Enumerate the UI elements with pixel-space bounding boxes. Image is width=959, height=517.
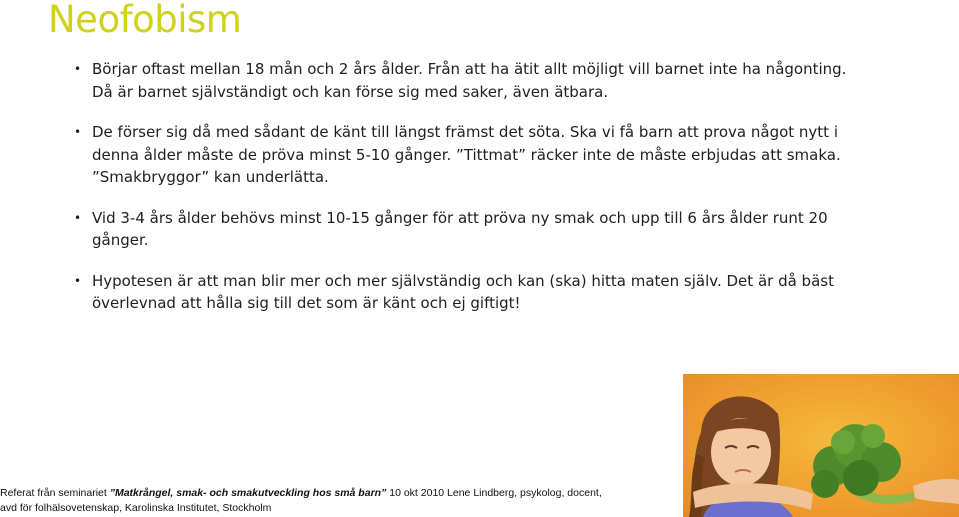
footer-suffix: 10 okt 2010 Lene Lindberg, psykolog, docent,	[386, 487, 602, 499]
bullet-item	[72, 58, 852, 103]
bullet-text: De förser sig då med sådant de känt till längst främst det söta. Ska vi få barn att prova något nytt i denna ålder måste de pröva minst 5-10 gånger. ”Tittmat” räcker inte de måste erbjudas att smaka. ”Smakbryggor” kan underlätta.	[92, 123, 841, 186]
bullet-dot-icon: •	[74, 210, 82, 225]
bullet-text: Vid 3-4 års ålder behövs minst 10-15 gånger för att pröva ny smak och upp till 6 års ålder runt 20 gånger.	[92, 208, 828, 249]
bullet-text: Börjar oftast mellan 18 mån och 2 års ålder. Från att ha ätit allt möjligt vill barnet inte ha någonting. Då är barnet självständigt och kan förse sig med saker, även ätbara.	[92, 60, 847, 101]
bullet-dot-icon: •	[74, 62, 82, 76]
bullet-item	[72, 270, 852, 315]
bullet-item	[72, 121, 852, 189]
footer-line-1	[0, 486, 640, 501]
bullet-item	[72, 207, 852, 252]
footer-citation	[0, 486, 640, 516]
child-broccoli-photo	[683, 374, 959, 517]
bullet-dot-icon: •	[74, 125, 82, 139]
bullet-list	[72, 58, 852, 315]
bullet-dot-icon: •	[74, 273, 82, 288]
slide-title: Neofobism	[48, 0, 242, 41]
footer-seminar-title: ”Matkrångel, smak- och smakutveckling hos små barn”	[109, 487, 387, 499]
footer-line-2: avd för folhälsovetenskap, Karolinska Institutet, Stockholm	[0, 502, 272, 514]
child-broccoli-illustration	[683, 374, 959, 517]
footer-prefix: Referat från seminariet	[0, 487, 110, 499]
bullet-text: Hypotesen är att man blir mer och mer självständig och kan (ska) hitta maten själv. Det är då bäst överlevnad att hålla sig till det som är känt och ej giftigt!	[92, 271, 834, 312]
